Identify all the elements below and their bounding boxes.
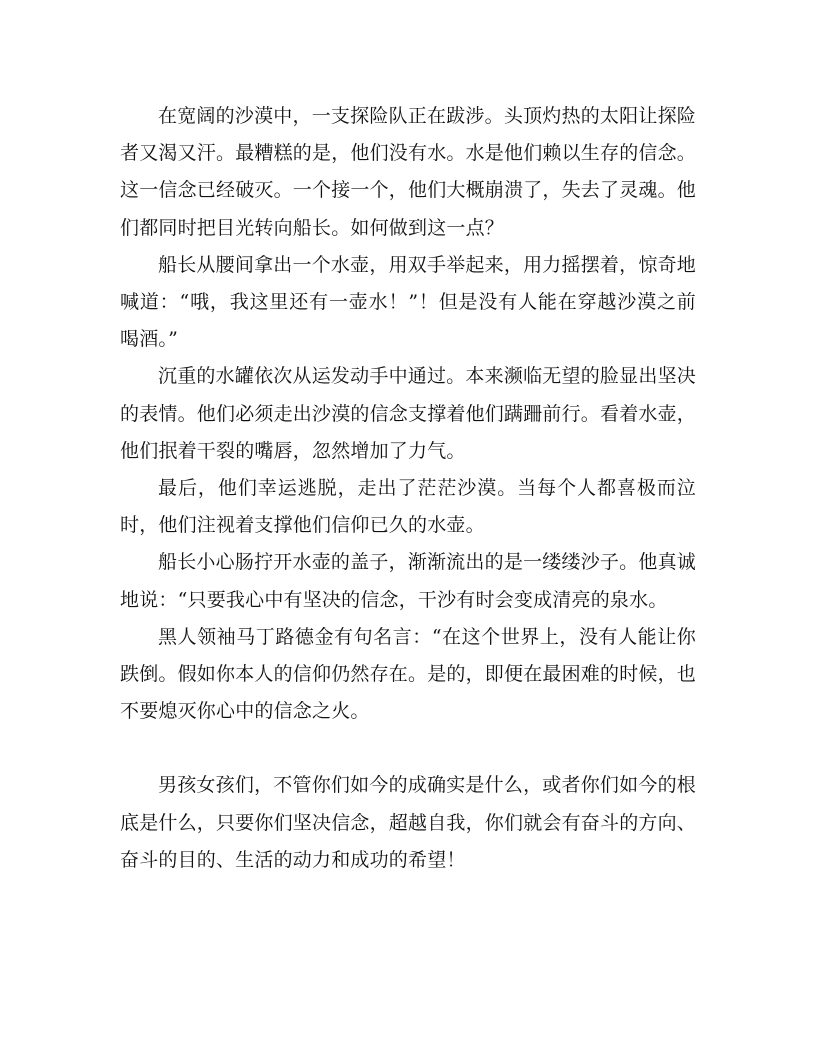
paragraph-heavy-jar: 沉重的水罐依次从运发动手中通过。本来濒临无望的脸显出坚决的表情。他们必须走出沙漠的信念支撑着他们蹒跚前行。看着水壶，他们抿着干裂的嘴唇，忽然增加了力气。	[120, 365, 697, 462]
paragraph-desert-expedition: 在宽阔的沙漠中，一支探险队正在跋涉。头顶灼热的太阳让探险者又渴又汗。最糟糕的是，他们没有水。水是他们赖以生存的信念。这一信念已经破灭。一个接一个，他们大概崩溃了，失去了灵魂。他们都同时把目光转向船长。如何做到这一点？	[120, 105, 697, 239]
paragraph-mlk-quote: 黑人领袖马丁路德金有句名言：“在这个世界上，没有人能让你跌倒。假如你本人的信仰仍然存在。是的，即便在最困难的时候，也不要熄灭你心中的信念之火。	[120, 625, 697, 723]
paragraph-captain-kettle: 船长从腰间拿出一个水壶，用双手举起来，用力摇摆着，惊奇地喊道：“哦，我这里还有一壶水！”！但是没有人能在穿越沙漠之前喝酒。”	[120, 253, 696, 351]
document-body	[120, 98, 696, 879]
paragraph-escape: 最后，他们幸运逃脱，走出了茫茫沙漠。当每个人都喜极而泣时，他们注视着支撑他们信仰已久的水壶。	[120, 477, 696, 537]
paragraph-spacer	[120, 730, 696, 767]
paragraph-sand-revealed: 船长小心肠拧开水壶的盖子，渐渐流出的是一缕缕沙子。他真诚地说：“只要我心中有坚决的信念，干沙有时会变成清亮的泉水。	[120, 551, 696, 611]
paragraph-closing-message: 男孩女孩们，不管你们如今的成确实是什么，或者你们如今的根底是什么，只要你们坚决信念，超越自我，你们就会有奋斗的方向、奋斗的目的、生活的动力和成功的希望！	[120, 774, 697, 871]
